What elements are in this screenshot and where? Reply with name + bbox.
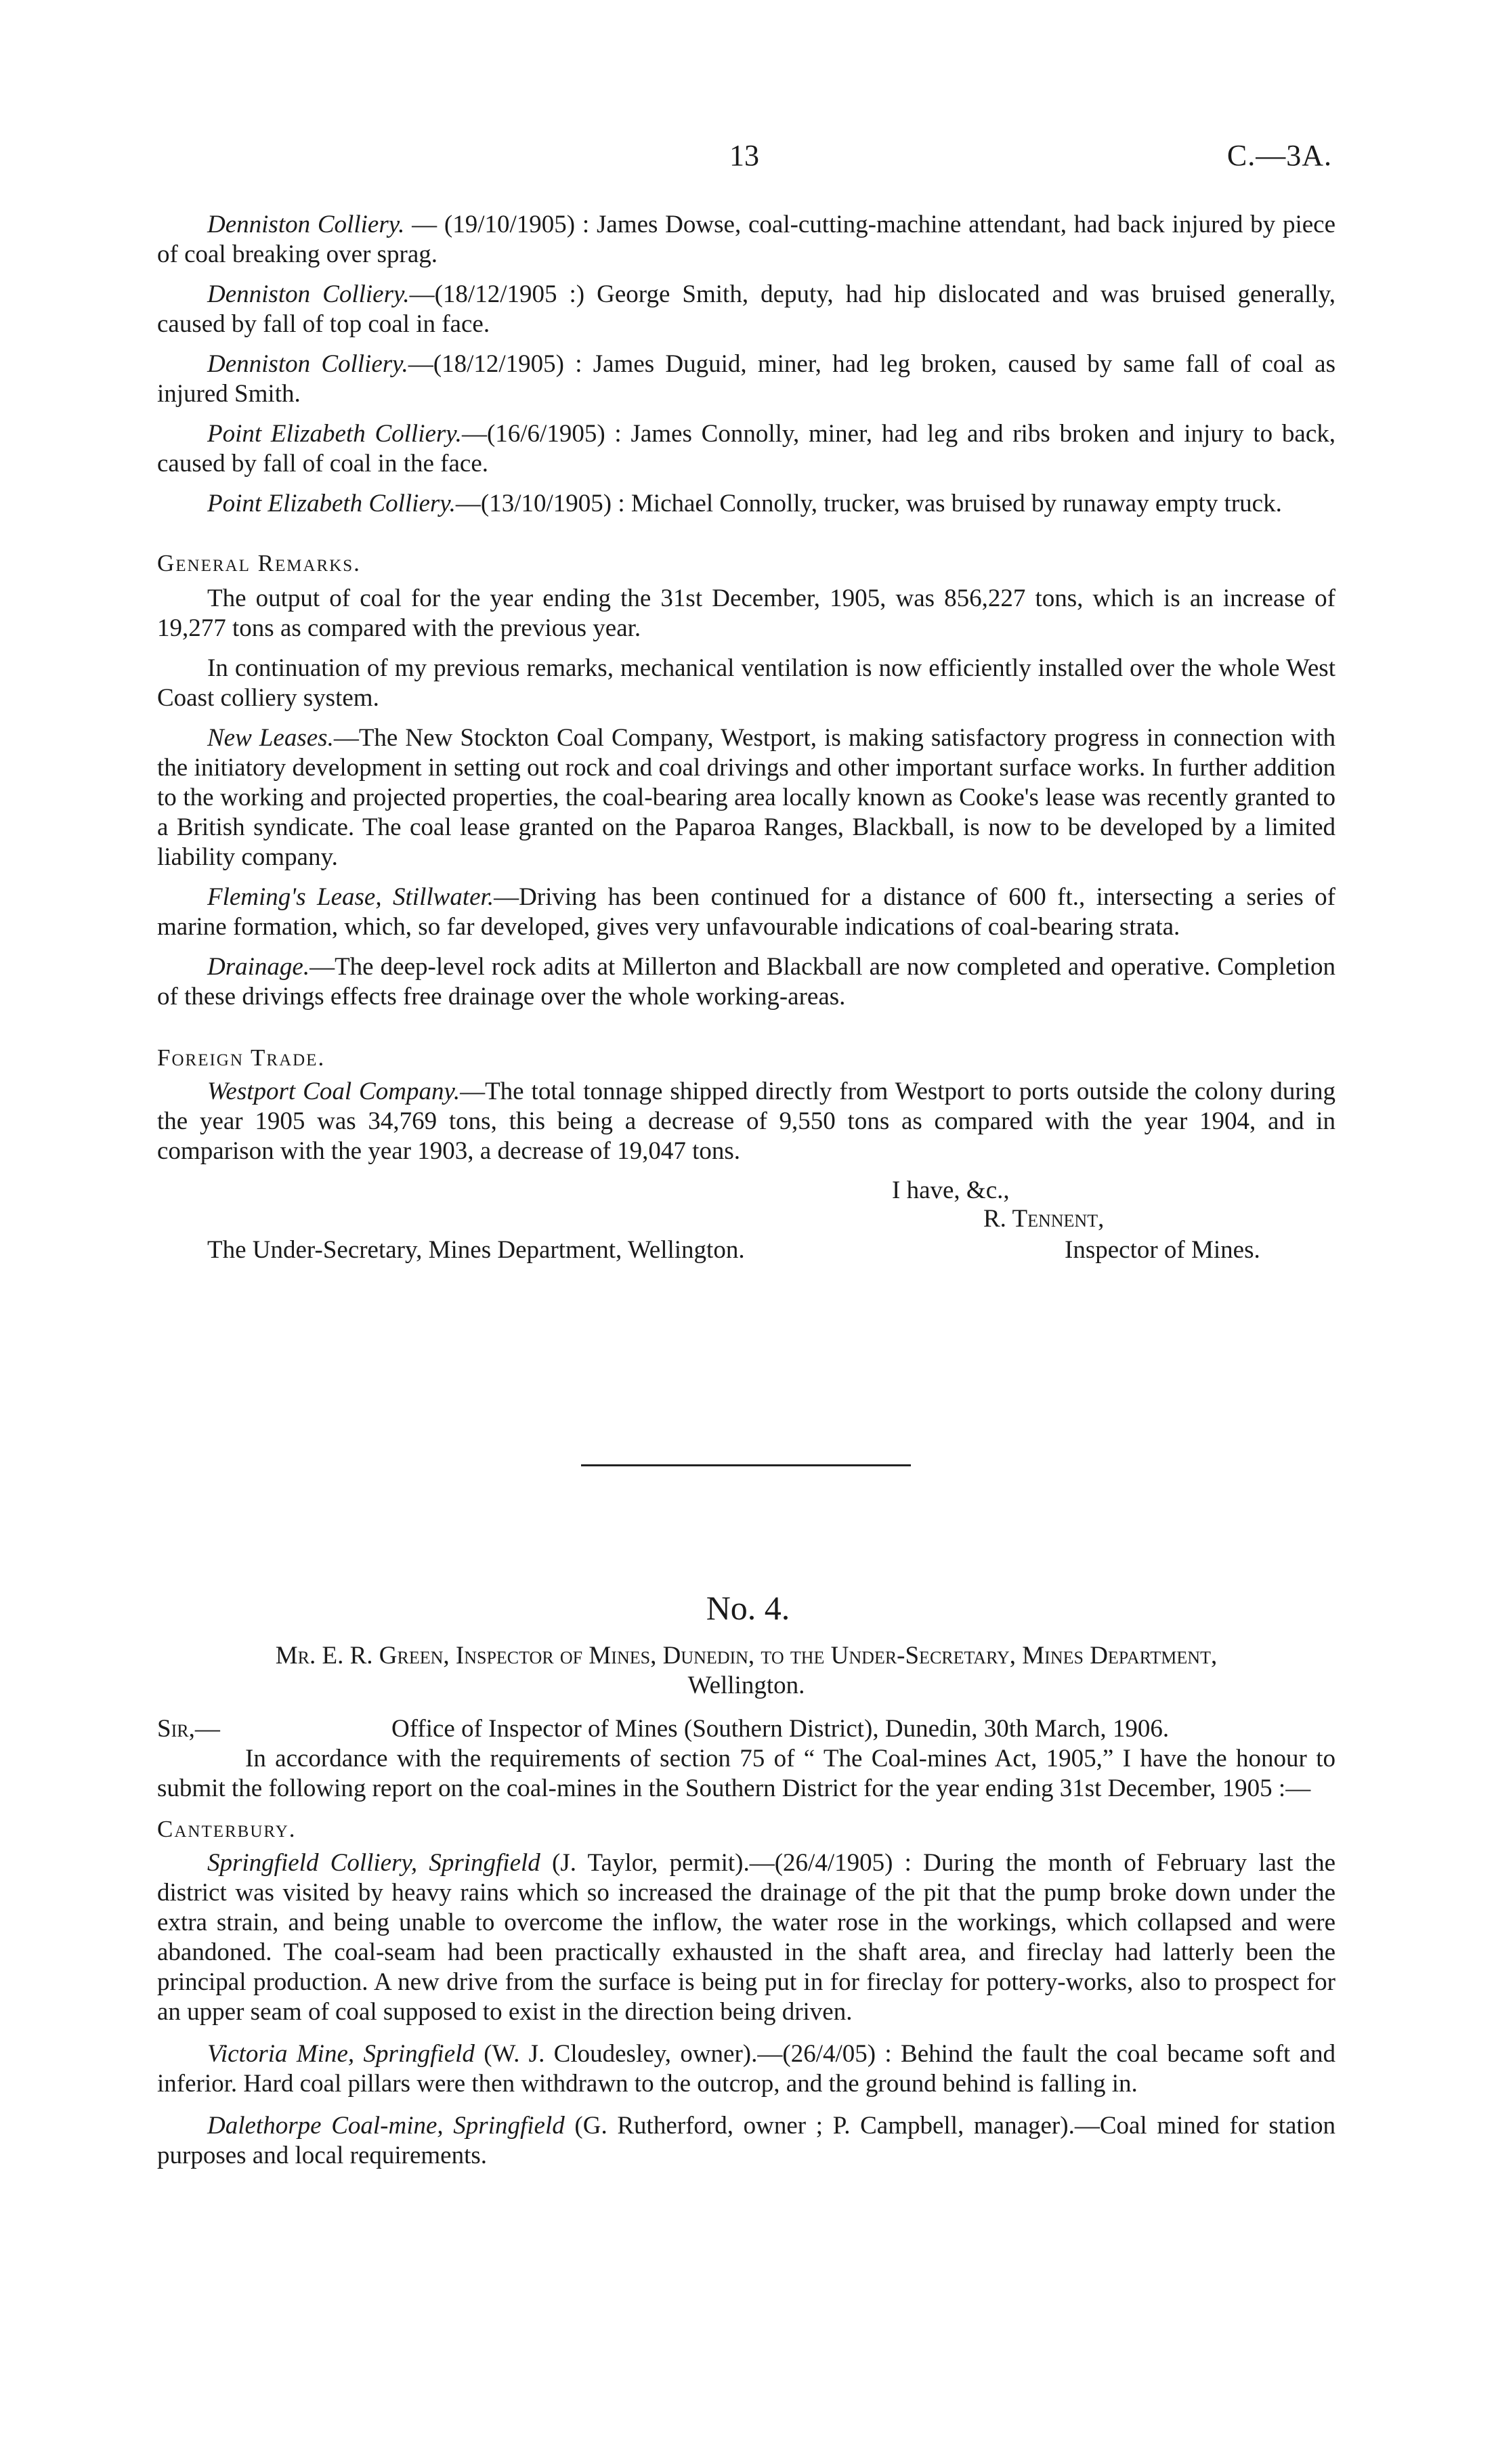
sir-office-line	[157, 1714, 1335, 1744]
salutation: I have, &c.,	[892, 1176, 1010, 1204]
page-header	[0, 141, 1496, 179]
mine-entry: Victoria Mine, Springfield (W. J. Cloudesley, owner).—(26/4/05) : Behind the fault the coal became soft and inferior. Hard coal pillars were then withdrawn to the outcrop, and the ground behind is falling in.	[157, 2040, 1335, 2098]
subheading-drainage: Drainage.	[207, 953, 310, 981]
accident-entry: Denniston Colliery. — (19/10/1905) : James Dowse, coal-cutting-machine attendant, had back injured by piece of coal breaking over sprag.	[157, 211, 1335, 268]
subheading-new-leases: New Leases.	[207, 724, 334, 752]
accident-entry: Point Elizabeth Colliery.—(13/10/1905) : Michael Connolly, trucker, was bruised by runaway empty truck.	[207, 490, 1282, 517]
colliery-name: Denniston Colliery.	[207, 211, 405, 238]
page-number: 13	[729, 139, 759, 172]
colliery-name: Point Elizabeth Colliery.	[207, 490, 456, 517]
report-3-continuation	[157, 210, 1335, 1267]
accident-entry: Point Elizabeth Colliery.—(16/6/1905) : James Connolly, miner, had leg and ribs broken and injury to back, caused by fall of coal in the face.	[157, 420, 1335, 477]
colliery-name: Point Elizabeth Colliery.	[207, 420, 462, 448]
section-heading-general-remarks: General Remarks.	[157, 550, 361, 576]
paragraph-ventilation: In continuation of my previous remarks, mechanical ventilation is now efficiently installed over the whole West Coast colliery system.	[157, 654, 1335, 712]
paragraph-drainage: Drainage.—The deep-level rock adits at Millerton and Blackball are now completed and operative. Completion of these drivings effects free drainage over the whole working-areas.	[157, 953, 1335, 1011]
accident-entry: Denniston Colliery.—(18/12/1905 :) George Smith, deputy, had hip dislocated and was bruised generally, caused by fall of top coal in face.	[157, 280, 1335, 338]
mine-name: Dalethorpe Coal-mine, Springfield	[207, 2112, 565, 2140]
report-from-line-2: Wellington.	[687, 1672, 805, 1699]
signature-block	[157, 1176, 1335, 1267]
addressee: The Under-Secretary, Mines Department, Wellington.	[207, 1236, 745, 1264]
office-address-line: Office of Inspector of Mines (Southern District), Dunedin, 30th March, 1906.	[391, 1715, 1170, 1743]
mine-name: Victoria Mine, Springfield	[207, 2040, 475, 2068]
section-heading-foreign-trade: Foreign Trade.	[157, 1044, 326, 1071]
colliery-name: Denniston Colliery.	[207, 350, 408, 378]
subheading-flemings-lease: Fleming's Lease, Stillwater.	[207, 883, 494, 911]
document-reference: C.—3A.	[1226, 139, 1332, 172]
accident-entry: Denniston Colliery.—(18/12/1905) : James Duguid, miner, had leg broken, caused by same fall of coal as injured Smith.	[157, 350, 1335, 408]
signatory-title: Inspector of Mines.	[1065, 1236, 1260, 1264]
signatory-name: R. Tennent,	[983, 1205, 1105, 1233]
report-4	[157, 1641, 1335, 2171]
mine-entry: Dalethorpe Coal-mine, Springfield (G. Rutherford, owner ; P. Campbell, manager).—Coal mined for station purposes and local requirements.	[157, 2112, 1335, 2169]
report-number: No. 4.	[706, 1589, 790, 1627]
section-divider	[581, 1464, 911, 1466]
mine-entry: Springfield Colliery, Springfield (J. Taylor, permit).—(26/4/1905) : During the month of February last the district was visited by heavy rains which so increased the drainage of the pit that the pump broke down under the extra strain, and being unable to overcome the inflow, the water rose in the workings, which collapsed and were abandoned. The coal-seam had been practically exhausted in the shaft area, and fireclay had latterly been the principal production. A new drive from the surface is being put in for fireclay for pottery-works, also to prospect for an upper seam of coal supposed to exist in the direction being driven.	[157, 1849, 1335, 2026]
paragraph-westport-coal: Westport Coal Company.—The total tonnage shipped directly from Westport to ports outside the colony during the year 1905 was 34,769 tons, this being a decrease of 9,550 tons as compared with the year 1904, and in comparison with the year 1903, a decrease of 19,047 tons.	[157, 1078, 1335, 1165]
salutation-sir: Sir,—	[157, 1715, 220, 1743]
subheading-westport-coal: Westport Coal Company.	[207, 1078, 461, 1105]
report-from-line: Mr. E. R. Green, Inspector of Mines, Dunedin, to the Under-Secretary, Mines Department,	[275, 1642, 1218, 1670]
paragraph-new-leases: New Leases.—The New Stockton Coal Company, Westport, is making satisfactory progress in connection with the initiatory development in setting out rock and coal drivings and other important surface works. In further addition to the working and projected properties, the coal-bearing area locally known as Cooke's lease was recently granted to a British syndicate. The coal lease granted on the Paparoa Ranges, Blackball, is now to be developed by a limited liability company.	[157, 724, 1335, 871]
paragraph-output: The output of coal for the year ending the 31st December, 1905, was 856,227 tons, which is an increase of 19,277 tons as compared with the previous year.	[157, 585, 1335, 642]
paragraph-intro: In accordance with the requirements of section 75 of “ The Coal-mines Act, 1905,” I have the honour to submit the following report on the coal-mines in the Southern District for the year ending 31st December, 1905 :—	[157, 1745, 1335, 1802]
mine-name: Springfield Colliery, Springfield	[207, 1849, 540, 1877]
section-heading-canterbury: Canterbury.	[157, 1816, 297, 1842]
colliery-name: Denniston Colliery.	[207, 280, 410, 308]
paragraph-flemings-lease: Fleming's Lease, Stillwater.—Driving has been continued for a distance of 600 ft., intersecting a series of marine formation, which, so far developed, gives very unfavourable indications of coal-bearing strata.	[157, 883, 1335, 941]
